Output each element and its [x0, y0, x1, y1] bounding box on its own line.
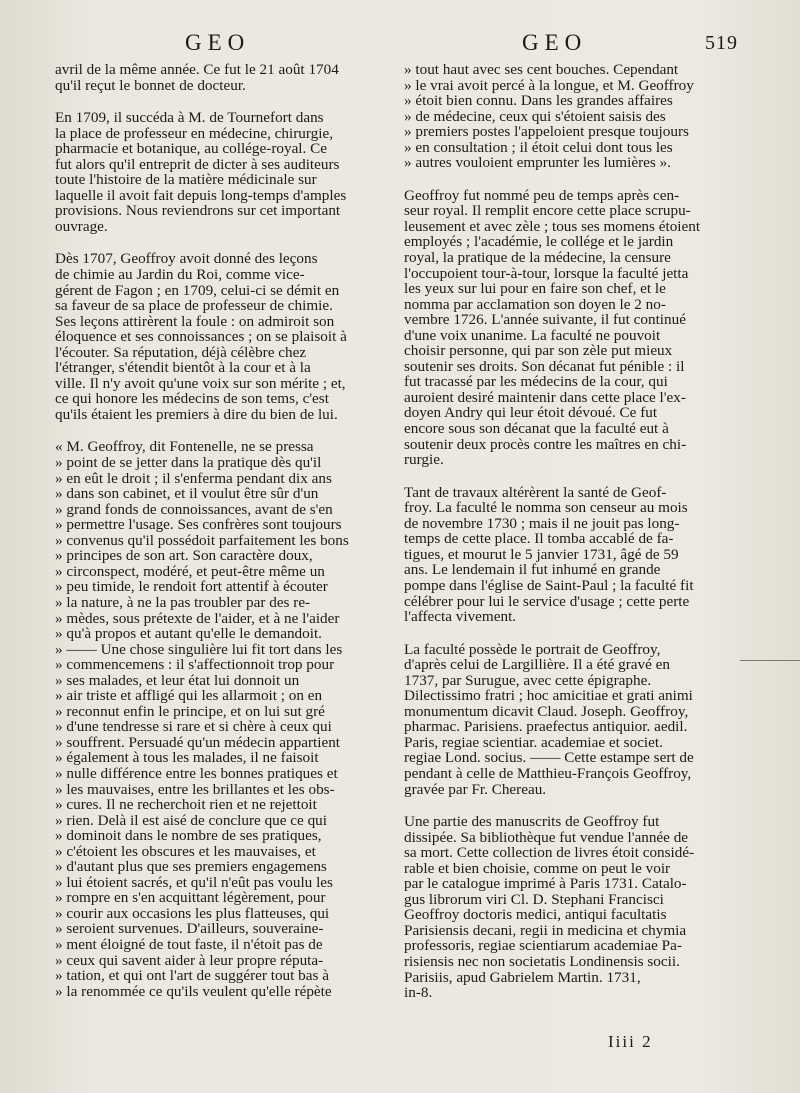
running-head-left: GEO	[185, 30, 251, 55]
quotation-paragraph: » tout haut avec ses cent bouches. Cependant » le vrai avoit percé à la longue, et M. Geoffroy » étoit bien connu. Dans les grandes affaires » de médecine, ceux qui s'étoient saisis des » premiers postes l'appeloient presque toujours » en consultation ; il étoit celui dont tous les » autres vouloient emprunter les lumières ».	[404, 61, 694, 172]
right-column	[404, 62, 740, 1001]
paragraph: avril de la même année. Ce fut le 21 août 1704 qu'il reçut le bonnet de docteur.	[55, 61, 339, 94]
paragraph: Tant de travaux altérèrent la santé de Geof- froy. La faculté le nomma son censeur au mois de novembre 1730 ; mais il ne jouit pas long- temps de cette place. Il tomba accablé de fa- tigues, et mourut le 5 janvier 1731, âgé de 59 ans. Le lendemain il fut inhumé en grande pompe dans l'église de Saint-Paul ; la faculté fit célébrer pour lui le service d'usage ; cette perte l'affecta vivement.	[404, 483, 694, 626]
paragraph: Dès 1707, Geoffroy avoit donné des leçons de chimie au Jardin du Roi, comme vice- gérent de Fagon ; en 1709, celui-ci se démit en sa faveur de sa place de professeur de chimie. Ses leçons attirèrent la foule : on admiroit son éloquence et ses connoissances ; on se plaisoit à l'écouter. Sa réputation, déjà célèbre chez l'étranger, s'étendit bientôt à la cour et à la ville. Il n'y avoit qu'une voix sur son mérite ; et, ce qui honore les médecins de son tems, c'est qu'ils étaient les premiers à dire du bien de lui.	[55, 250, 347, 423]
margin-rule	[740, 660, 800, 661]
paragraph: Geoffroy fut nommé peu de temps après cen- seur royal. Il remplit encore cette place scrupu- leusement et avec zèle ; tous ses momens étoient employés ; l'académie, le collége et le jardin royal, la pratique de la médecine, la censure l'occupoient tour-à-tour, lorsque la faculté jetta les yeux sur lui pour en faire son chef, et le nomma par acclamation son doyen le 2 no- vembre 1726. L'année suivante, il fut continué d'une voix unanime. La faculté ne pouvoit choisir personne, qui par son zèle put mieux soutenir ses droits. Son décanat fut pénible : il fut tracassé par les médecins de la cour, qui auroient desiré maintenir dans cette place l'ex- doyen Andry qui leur étoit dévoué. Ce fut encore sous son décanat que la faculté eut à soutenir deux procès contre les maîtres en chi- rurgie.	[404, 186, 701, 469]
running-head-right: GEO	[522, 30, 588, 55]
paragraph: En 1709, il succéda à M. de Tournefort dans la place de professeur en médecine, chirurgie, pharmacie et botanique, au collége-royal. Ce fut alors qu'il entreprit de dicter à ses auditeurs toute l'histoire de la matière médicinale sur laquelle il avoit fait depuis long-temps d'amples provisions. Nous reviendrons sur cet important ouvrage.	[55, 109, 347, 235]
paragraph: La faculté possède le portrait de Geoffroy, d'après celui de Largillière. Il a été gravé en 1737, par Surugue, avec cette épigraphe. Dilectissimo fratri ; hoc amicitiae et grati animi monumentum dicavit Claud. Joseph. Geoffroy, pharmac. Parisiens. praefectus antiquior. aedil. Paris, regiae scientiar. academiae et societ. regiae Lond. socius. —— Cette estampe sert de pendant à celle de Matthieu-François Geoffroy, gravée par Fr. Chereau.	[404, 640, 694, 798]
signature-mark: Iiii 2	[608, 1032, 653, 1051]
page-number: 519	[705, 32, 738, 54]
quotation-paragraph: « M. Geoffroy, dit Fontenelle, ne se pressa » point de se jetter dans la pratique dès qu'il » en eût le droit ; il s'enferma pendant dix ans » dans son cabinet, et il voulut être sûr d'un » grand fonds de connoissances, avant de s'en » permettre l'usage. Ses confrères sont toujours » convenus qu'il possédoit parfaitement les bons » principes de son art. Son caractère doux, » circonspect, modéré, et peut-être même un » peu timide, le rendoit fort attentif à écouter » la nature, à ne la pas troubler par des re- » mèdes, sous prétexte de l'aider, et à ne l'aider » qu'à propos et autant qu'elle le demandoit. » —— Une chose singulière lui fit tort dans les » commencemens : il s'affectionnoit trop pour » ses malades, et leur état lui donnoit un » air triste et affligé qui les allarmoit ; on en » reconnut enfin le principe, et on lui sut gré » d'une tendresse si rare et si chère à ceux qui » souffrent. Persuadé qu'un médecin appartient » également à tous les malades, il ne faisoit » nulle différence entre les bonnes pratiques et » les mauvaises, entre les brillantes et les obs- » cures. Il ne recherchoit rien et ne rejettoit » rien. Delà il est aisé de conclure que ce qui » dominoit dans le nombre de ses pratiques, » c'étoient les obscures et les mauvaises, et » d'autant plus que ses premiers engagemens » lui étoient sacrés, et qu'il n'eût pas voulu les » rompre en s'en acquittant légèrement, pour » courir aux occasions les plus flatteuses, qui » seroient survenues. D'ailleurs, souveraine- » ment éloigné de tout faste, il n'étoit pas de » ceux qui savent aider à leur propre réputa- » tation, et qui ont l'art de suggérer tout bas à » la renommée ce qu'ils veulent qu'elle répète	[55, 438, 349, 1000]
left-column	[55, 62, 385, 999]
paragraph: Une partie des manuscrits de Geoffroy fut dissipée. Sa bibliothèque fut vendue l'année de sa mort. Cette collection de livres étoit considé- rable et bien choisie, comme on peut le voir par le catalogue imprimé à Paris 1731. Catalo- gus librorum viri Cl. D. Stephani Francisci Geoffroy doctoris medici, antiqui facultatis Parisiensis decani, regii in medicina et chymia professoris, regiae scientiarum academiae Pa- risiensis nec non societatis Londinensis socii. Parisiis, apud Gabrielem Martin. 1731, in-8.	[404, 813, 695, 1002]
